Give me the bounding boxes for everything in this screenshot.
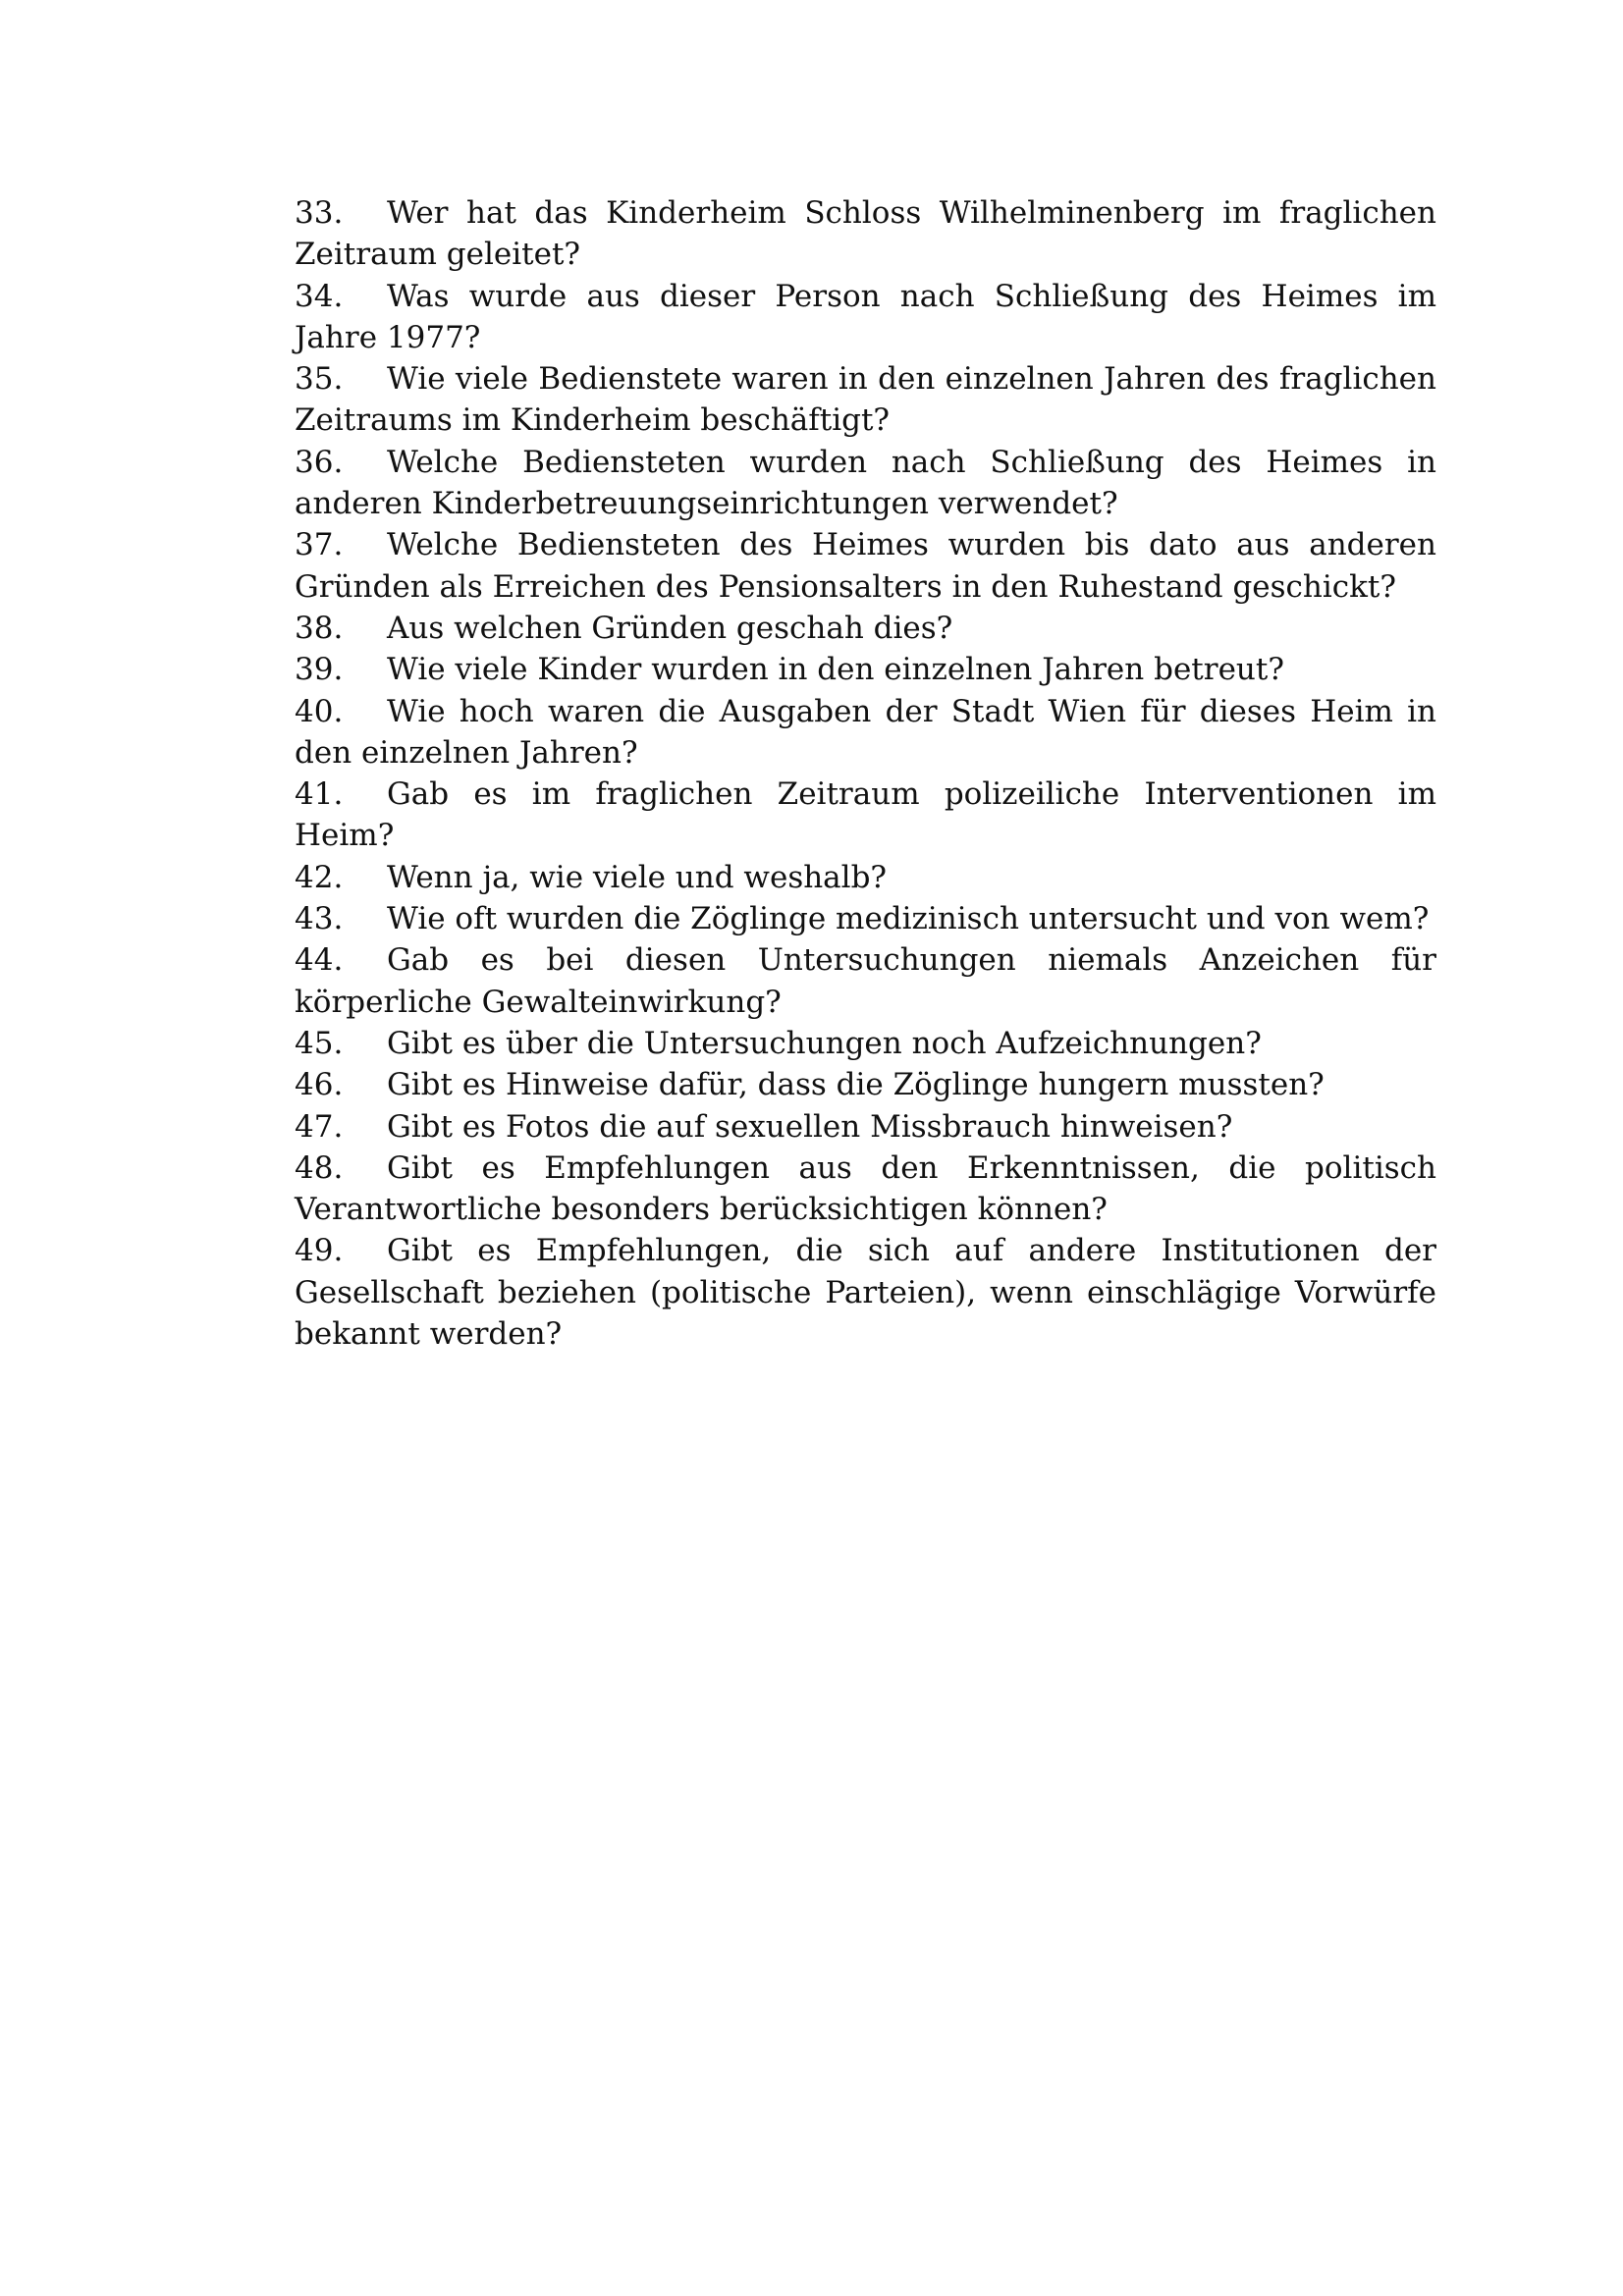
question-item — [295, 898, 1436, 939]
question-number: 37. — [295, 527, 344, 563]
question-item — [295, 608, 1436, 649]
question-text: Aus welchen Gründen geschah dies? — [387, 610, 953, 646]
question-item — [295, 1023, 1436, 1064]
question-text: Welche Bediensteten wurden nach Schließung des Heimes in anderen Kinderbetreuungseinrichtungen verwendet? — [295, 444, 1436, 522]
question-item — [295, 857, 1436, 898]
question-number: 33. — [295, 195, 344, 231]
question-number: 47. — [295, 1108, 344, 1145]
question-item — [295, 192, 1436, 276]
question-number: 45. — [295, 1025, 344, 1061]
question-item — [295, 649, 1436, 690]
question-number: 41. — [295, 776, 344, 813]
question-text: Gibt es Hinweise dafür, dass die Zöglinge hungern mussten? — [387, 1067, 1325, 1103]
question-text: Welche Bediensteten des Heimes wurden bis dato aus anderen Gründen als Erreichen des Pensionsalters in den Ruhestand geschickt? — [295, 527, 1436, 605]
question-item — [295, 691, 1436, 774]
question-text: Wie hoch waren die Ausgaben der Stadt Wien für dieses Heim in den einzelnen Jahren? — [295, 693, 1436, 771]
question-text: Gab es bei diesen Untersuchungen niemals Anzeichen für körperliche Gewalteinwirkung? — [295, 942, 1436, 1020]
question-number: 34. — [295, 278, 344, 314]
question-item — [295, 276, 1436, 359]
question-number: 42. — [295, 859, 344, 895]
question-number: 48. — [295, 1149, 344, 1186]
question-number: 49. — [295, 1233, 344, 1269]
question-text: Wenn ja, wie viele und weshalb? — [387, 859, 888, 895]
question-item — [295, 1106, 1436, 1148]
question-text: Wie oft wurden die Zöglinge medizinisch untersucht und von wem? — [387, 901, 1430, 937]
question-item — [295, 442, 1436, 525]
question-list — [295, 192, 1436, 1355]
question-text: Gab es im fraglichen Zeitraum polizeiliche Interventionen im Heim? — [295, 776, 1436, 854]
question-text: Gibt es Fotos die auf sexuellen Missbrauch hinweisen? — [387, 1108, 1233, 1145]
question-number: 44. — [295, 942, 344, 979]
question-text: Wie viele Bedienstete waren in den einzelnen Jahren des fraglichen Zeitraums im Kinderheim beschäftigt? — [295, 361, 1436, 439]
question-number: 36. — [295, 444, 344, 480]
question-text: Wer hat das Kinderheim Schloss Wilhelminenberg im fraglichen Zeitraum geleitet? — [295, 195, 1436, 273]
question-item — [295, 1064, 1436, 1105]
question-item — [295, 939, 1436, 1023]
question-text: Gibt es Empfehlungen aus den Erkenntnissen, die politisch Verantwortliche besonders berücksichtigen können? — [295, 1149, 1436, 1228]
question-number: 40. — [295, 693, 344, 729]
question-item — [295, 358, 1436, 442]
question-item — [295, 774, 1436, 857]
question-text: Wie viele Kinder wurden in den einzelnen Jahren betreut? — [387, 652, 1284, 688]
question-number: 35. — [295, 361, 344, 398]
question-number: 43. — [295, 901, 344, 937]
question-text: Gibt es Empfehlungen, die sich auf andere Institutionen der Gesellschaft beziehen (politische Parteien), wenn einschlägige Vorwürfe bekannt werden? — [295, 1233, 1436, 1353]
question-number: 38. — [295, 610, 344, 646]
question-item — [295, 524, 1436, 608]
question-text: Was wurde aus dieser Person nach Schließung des Heimes im Jahre 1977? — [295, 278, 1436, 355]
question-item — [295, 1230, 1436, 1355]
question-item — [295, 1148, 1436, 1231]
question-number: 46. — [295, 1067, 344, 1103]
question-text: Gibt es über die Untersuchungen noch Aufzeichnungen? — [387, 1025, 1262, 1061]
question-number: 39. — [295, 652, 344, 688]
